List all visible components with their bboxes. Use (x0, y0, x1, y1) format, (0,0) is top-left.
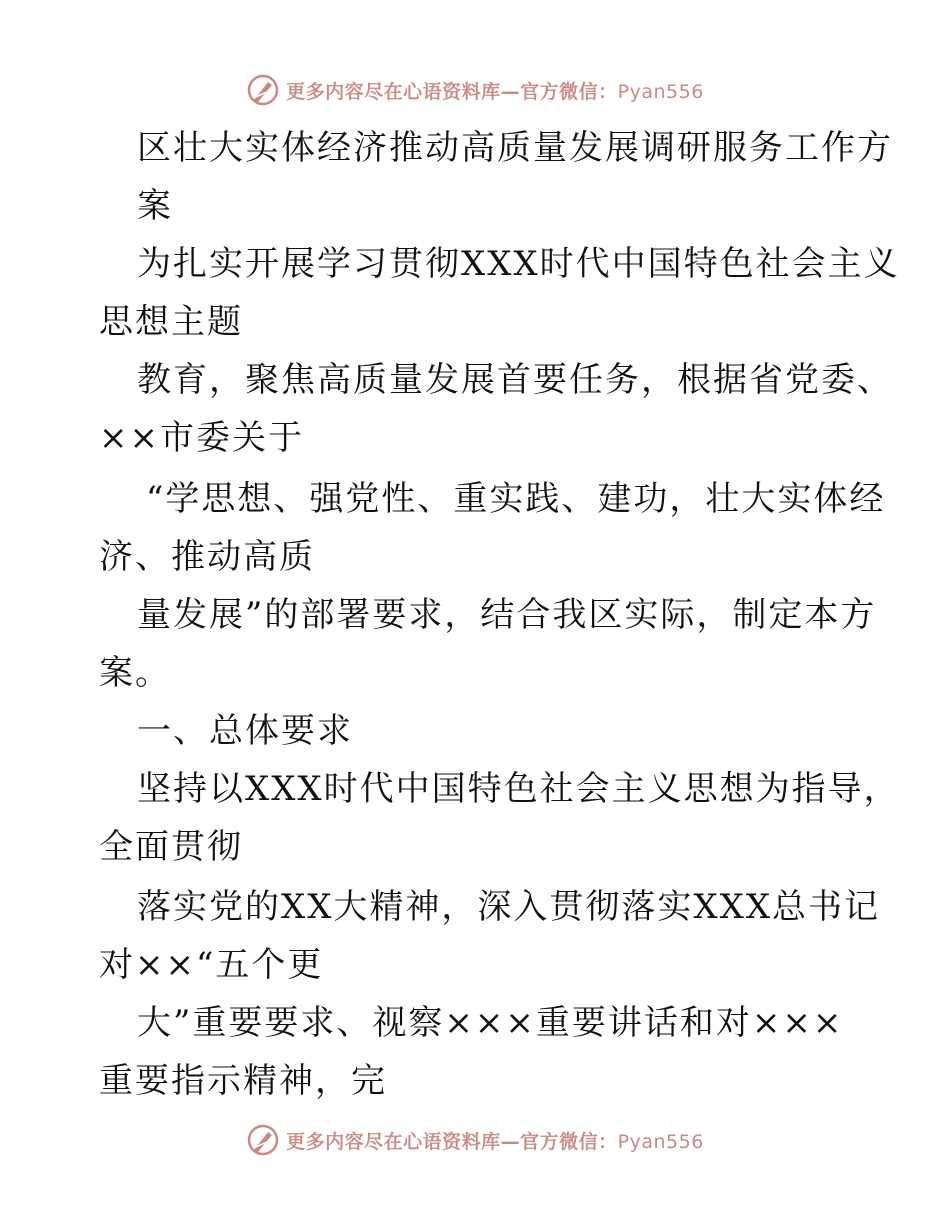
doc-paragraph-line: 济、推动高质 (99, 537, 315, 577)
doc-paragraph-line: 落实党的XX大精神，深入贯彻落实XXX总书记 (137, 887, 881, 927)
doc-paragraph-line: 大”重要要求、视察×××重要讲话和对××× (137, 1003, 844, 1043)
doc-title-line-2: 案 (137, 186, 173, 226)
footer-watermark (0, 1120, 950, 1160)
doc-paragraph-line: 坚持以XXX时代中国特色社会主义思想为指导， (137, 769, 900, 809)
doc-paragraph-line: ××市委关于 (99, 418, 304, 458)
doc-title-line-1: 区壮大实体经济推动高质量发展调研服务工作方 (137, 128, 893, 168)
doc-paragraph-line: “学思想、强党性、重实践、建功，壮大实体经 (146, 479, 886, 519)
doc-paragraph-line: 教育，聚焦高质量发展首要任务，根据省党委、 (137, 360, 893, 400)
quill-pen-logo-icon (246, 1123, 280, 1157)
section-heading: 一、总体要求 (137, 711, 353, 751)
doc-paragraph-line: 重要指示精神，完 (99, 1061, 387, 1101)
doc-paragraph-line: 量发展”的部署要求，结合我区实际，制定本方 (137, 595, 877, 635)
header-watermark (0, 70, 950, 110)
doc-paragraph-line: 思想主题 (99, 302, 243, 342)
watermark-text: 更多内容尽在心语资料库—官方微信：Pyan556 (286, 1130, 704, 1153)
watermark-text: 更多内容尽在心语资料库—官方微信：Pyan556 (286, 80, 704, 103)
doc-paragraph-line: 案。 (99, 653, 171, 693)
doc-paragraph-line: 全面贯彻 (99, 827, 243, 867)
quill-pen-logo-icon (246, 73, 280, 107)
doc-paragraph-line: 为扎实开展学习贯彻XXX时代中国特色社会主义 (137, 244, 900, 284)
doc-paragraph-line: 对××“五个更 (99, 945, 324, 985)
